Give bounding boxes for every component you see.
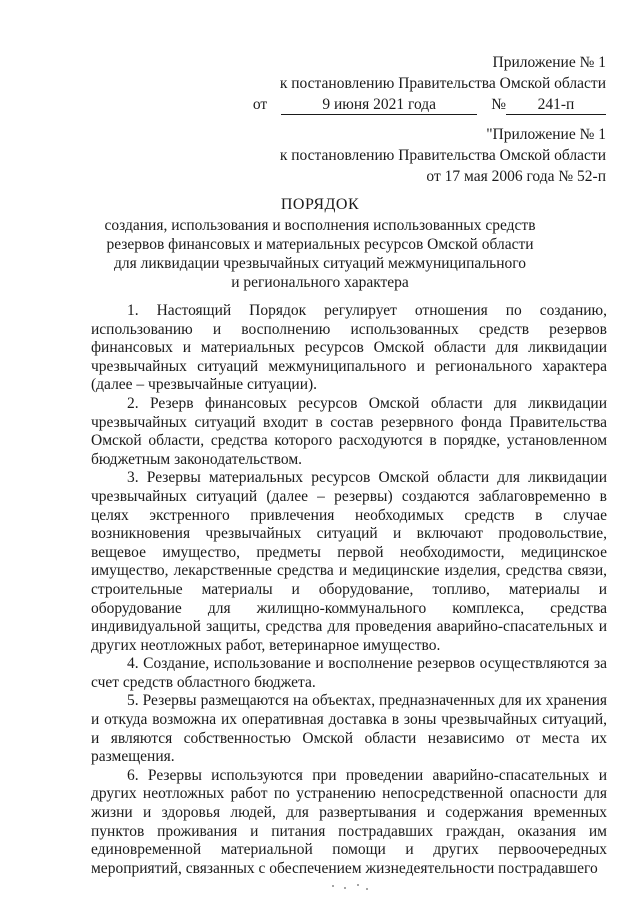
subtitle-line: резервов финансовых и материальных ресурсов Омской области [106,236,534,253]
resolution-date: 9 июня 2021 года [281,96,477,115]
paragraph-6: 6. Резервы используются при проведении аварийно-спасательных и других неотложных работ по устранению непосредственной опасности для жизни и здоровья людей, для развертывания и содержания временных пунктов проживания и питания пострадавших граждан, оказания им единовременной материальной помощи и других первоочередных мероприятий, связанных с обеспечением жизнедеятельности пострадавшего [91,766,607,877]
paragraph-1: 1. Настоящий Порядок регулирует отношения по созданию, использованию и восполнению использованных средств резервов финансовых и материальных ресурсов Омской области для ликвидации чрезвычайных ситуаций межмуниципального и регионального характера (далее – чрезвычайные ситуации). [91,302,607,394]
resolution-header [253,52,606,115]
number-label: № [491,96,506,113]
subtitle-line: и регионального характера [231,274,409,291]
document-subtitle [60,216,580,292]
prior-resolution-date: от 17 мая 2006 года № 52-п [426,168,606,185]
prior-resolution-reference: к постановлению Правительства Омской области [279,147,606,164]
prior-appendix-label: "Приложение № 1 [486,126,606,143]
paragraph-5: 5. Резервы размещаются на объектах, предназначенных для их хранения и откуда возможна их оперативная доставка в зоны чрезвычайных ситуаций, и являются собственностью Омской области независимо от места их размещения. [91,692,607,766]
subtitle-line: для ликвидации чрезвычайных ситуаций межмуниципального [113,255,527,272]
document-body [91,302,607,878]
appendix-label: Приложение № 1 [492,54,606,71]
from-label: от [252,96,268,113]
paragraph-2: 2. Резерв финансовых ресурсов Омской области для ликвидации чрезвычайных ситуаций входит в состав резервного фонда Правительства Омской области, средства которого расходуются в порядке, установленном бюджетным законодательством. [91,394,607,468]
subtitle-line: создания, использования и восполнения использованных средств [104,217,536,234]
resolution-date-number-line [253,94,606,115]
paragraph-4: 4. Создание, использование и восполнение резервов осуществляются за счет средств областного бюджета. [91,655,607,691]
scan-artifact-dots [330,884,370,890]
paragraph-3: 3. Резервы материальных ресурсов Омской области для ликвидации чрезвычайных ситуаций (далее – резервы) создаются заблаговременно в целях экстренного привлечения необходимых средств в случае возникновения чрезвычайных ситуаций и включают продовольствие, вещевое имущество, предметы первой необходимости, медицинское имущество, лекарственные средства и медицинские изделия, средства связи, строительные материалы и оборудование, топливо, материалы и оборудование для жилищно-коммунального комплекса, средства индивидуальной защиты, средства для проведения аварийно-спасательных и других неотложных работ, ветеринарное имущество. [91,469,607,654]
prior-resolution-header [280,124,606,187]
document-title: ПОРЯДОК [280,196,360,213]
resolution-number: 241-п [506,96,606,115]
resolution-reference: к постановлению Правительства Омской области [279,75,606,92]
